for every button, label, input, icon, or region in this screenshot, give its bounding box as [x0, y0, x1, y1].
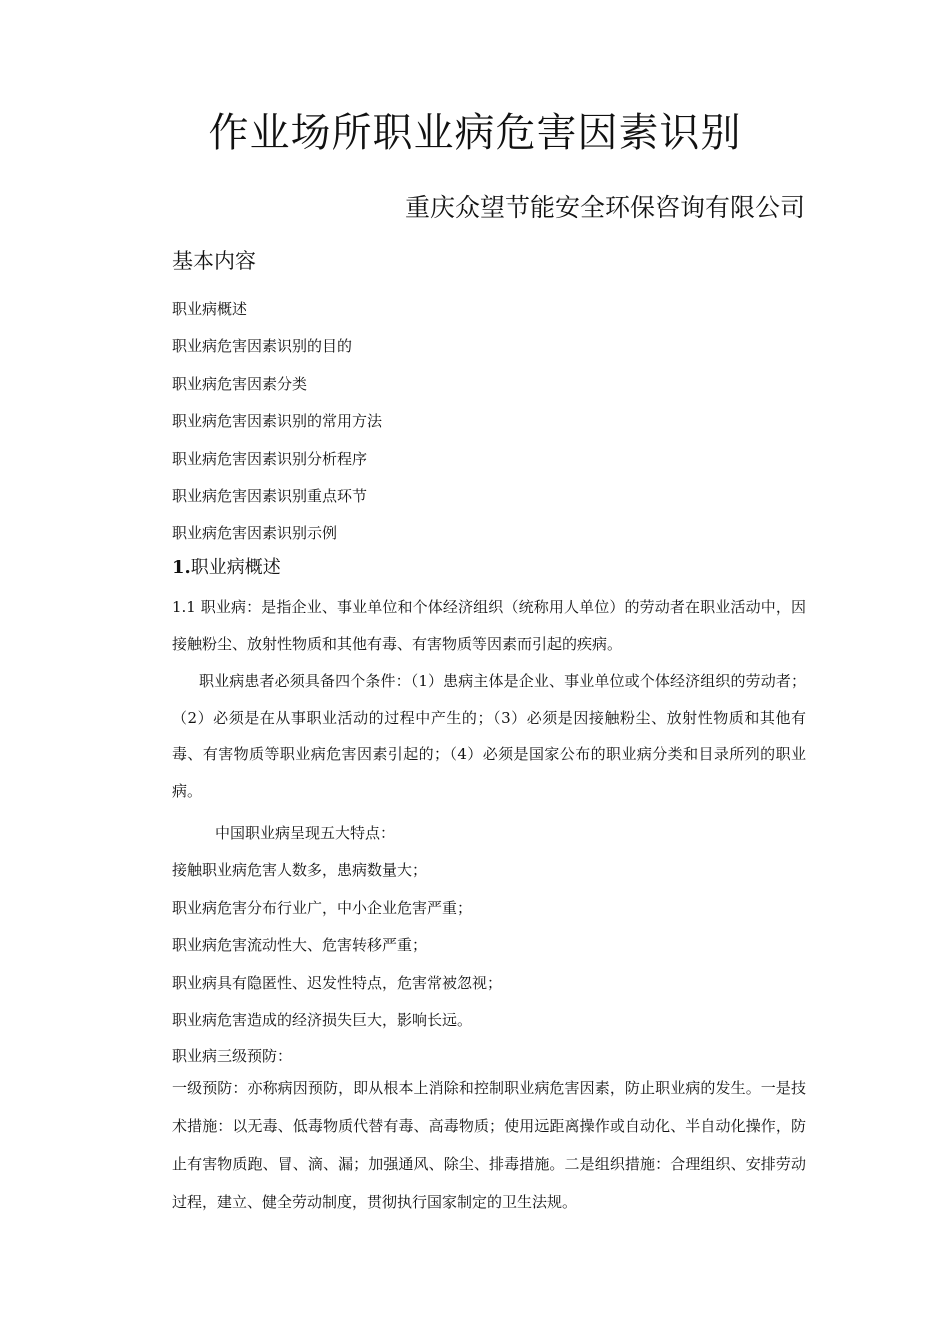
feature-item: 职业病危害造成的经济损失巨大，影响长远。 [172, 1011, 473, 1029]
features-intro: 中国职业病呈现五大特点： [215, 824, 396, 842]
chapter-number: 1. [172, 557, 191, 578]
chapter-heading-text: 职业病概述 [190, 557, 281, 578]
contents-item: 职业病危害因素识别分析程序 [172, 449, 368, 468]
definition-paragraph: 1.1 职业病：是指企业、事业单位和个体经济组织（统称用人单位）的劳动者在职业活动中，因接触粉尘、放射性物质和其他有毒、有害物质等因素而引起的疾病。 [172, 598, 806, 653]
contents-item: 职业病危害因素识别示例 [172, 524, 338, 543]
contents-item: 职业病危害因素识别重点环节 [172, 486, 368, 505]
prevention-title: 职业病三级预防： [172, 1047, 293, 1065]
feature-item: 职业病危害分布行业广，中小企业危害严重； [172, 899, 473, 917]
primary-prevention-paragraph: 一级预防：亦称病因预防，即从根本上消除和控制职业病危害因素，防止职业病的发生。一是技术措施：以无毒、低毒物质代替有毒、高毒物质；使用远距离操作或自动化、半自动化操作，防止有害物质跑、冒、滴、漏；加强通风、除尘、排毒措施。二是组织措施：合理组织、安排劳动过程，建立、健全劳动制度，贯彻执行国家制定的卫生法规。 [172, 1079, 806, 1211]
contents-item: 职业病危害因素分类 [172, 374, 308, 393]
contents-item: 职业病危害因素识别的常用方法 [172, 412, 383, 431]
document-title: 作业场所职业病危害因素识别 [208, 110, 742, 156]
conditions-paragraph: 职业病患者必须具备四个条件：（1）患病主体是企业、事业单位或个体经济组织的劳动者；（2）必须是在从事职业活动的过程中产生的；（3）必须是因接触粉尘、放射性物质和其他有毒、有害物质等职业病危害因素引起的；（4）必须是国家公布的职业病分类和目录所列的职业病。 [172, 672, 806, 800]
contents-item: 职业病危害因素识别的目的 [172, 337, 353, 356]
feature-item: 职业病具有隐匿性、迟发性特点，危害常被忽视； [172, 974, 503, 992]
section-title: 基本内容 [172, 249, 256, 273]
feature-item: 接触职业病危害人数多，患病数量大； [172, 861, 428, 879]
contents-item: 职业病概述 [172, 300, 248, 318]
contents-list [172, 294, 812, 556]
chapter-heading [172, 552, 281, 584]
feature-item: 职业病危害流动性大、危害转移严重； [172, 936, 428, 954]
company-name: 重庆众望节能安全环保咨询有限公司 [404, 193, 805, 222]
